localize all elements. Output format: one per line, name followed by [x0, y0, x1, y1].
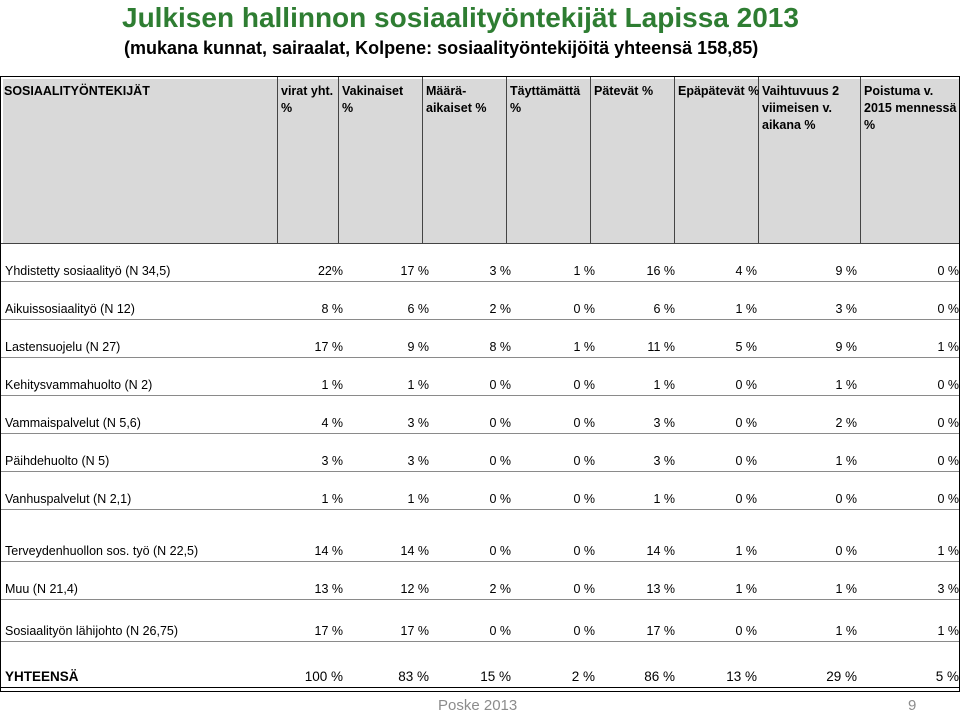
table-cell: 1 %	[321, 492, 343, 506]
row-divider	[1, 687, 959, 688]
table-cell: 2 %	[489, 582, 511, 596]
data-table	[0, 76, 960, 692]
table-cell: 0 %	[937, 264, 959, 278]
table-cell: 3 %	[407, 416, 429, 430]
table-cell: 1 %	[407, 492, 429, 506]
table-cell: 15 %	[480, 669, 511, 684]
table-cell: 1 %	[835, 454, 857, 468]
row-label: Kehitysvammahuolto (N 2)	[5, 378, 153, 392]
table-cell: 1 %	[735, 544, 757, 558]
column-header-virat: virat yht. %	[281, 84, 334, 115]
table-cell: 14 %	[314, 544, 343, 558]
column-header-vaihtuvuus: Vaihtuvuus 2 viimeisen v. aikana %	[762, 84, 840, 132]
table-cell: 13 %	[314, 582, 343, 596]
header-divider	[506, 77, 507, 243]
table-cell: 22%	[317, 264, 343, 278]
table-cell: 0 %	[937, 416, 959, 430]
table-cell: 0 %	[489, 544, 511, 558]
table-cell: 4 %	[735, 264, 757, 278]
table-cell: 0 %	[735, 416, 757, 430]
table-cell: 17 %	[646, 624, 675, 638]
table-cell: 1 %	[835, 624, 857, 638]
table-cell: 0 %	[489, 492, 511, 506]
row-label: Vanhuspalvelut (N 2,1)	[5, 492, 132, 506]
total-label: YHTEENSÄ	[5, 669, 79, 684]
table-cell: 1 %	[835, 378, 857, 392]
table-cell: 1 %	[321, 378, 343, 392]
row-divider	[1, 357, 959, 358]
table-row	[1, 489, 959, 509]
table-cell: 13 %	[646, 582, 675, 596]
page-title: Julkisen hallinnon sosiaalityöntekijät Lapissa 2013	[122, 2, 799, 33]
table-cell: 0 %	[573, 454, 595, 468]
table-cell: 0 %	[835, 544, 857, 558]
table-cell: 6 %	[653, 302, 675, 316]
table-cell: 13 %	[726, 669, 757, 684]
footer-text: Poske 2013	[438, 697, 518, 714]
row-divider	[1, 281, 959, 282]
table-cell: 3 %	[653, 416, 675, 430]
table-row	[1, 451, 959, 471]
table-row	[1, 579, 959, 599]
header-divider	[860, 77, 861, 243]
table-cell: 9 %	[407, 340, 429, 354]
table-cell: 0 %	[573, 624, 595, 638]
table-cell: 11 %	[647, 340, 675, 354]
table-cell: 1 %	[573, 264, 595, 278]
table-cell: 1 %	[573, 340, 595, 354]
table-cell: 0 %	[937, 492, 959, 506]
table-cell: 1 %	[653, 492, 675, 506]
table-cell: 2 %	[571, 669, 595, 684]
table-row	[1, 337, 959, 357]
table-cell: 0 %	[489, 624, 511, 638]
row-divider	[1, 641, 959, 642]
table-cell: 3 %	[835, 302, 857, 316]
table-cell: 0 %	[735, 378, 757, 392]
table-cell: 14 %	[400, 544, 429, 558]
table-cell: 0 %	[573, 492, 595, 506]
table-row	[1, 413, 959, 433]
row-label: Sosiaalityön lähijohto (N 26,75)	[5, 624, 179, 638]
column-header-vakinaiset: Vakinaiset %	[342, 84, 404, 115]
row-label: Terveydenhuollon sos. työ (N 22,5)	[5, 544, 199, 558]
table-cell: 86 %	[644, 669, 675, 684]
row-divider	[1, 599, 959, 600]
table-cell: 0 %	[937, 302, 959, 316]
table-cell: 0 %	[573, 582, 595, 596]
table-cell: 0 %	[573, 302, 595, 316]
header-bottom-border	[1, 243, 959, 244]
table-cell: 8 %	[321, 302, 343, 316]
table-row	[1, 621, 959, 641]
table-cell: 14 %	[646, 544, 675, 558]
row-label: Lastensuojelu (N 27)	[5, 340, 121, 354]
table-row	[1, 299, 959, 319]
row-divider	[1, 433, 959, 434]
row-divider	[1, 395, 959, 396]
header-divider	[590, 77, 591, 243]
table-cell: 0 %	[735, 492, 757, 506]
table-cell: 1 %	[937, 544, 959, 558]
table-cell: 0 %	[937, 454, 959, 468]
header-divider	[422, 77, 423, 243]
table-cell: 0 %	[573, 416, 595, 430]
table-cell: 29 %	[826, 669, 857, 684]
column-header-name: SOSIAALITYÖNTEKIJÄT	[4, 84, 150, 98]
header-divider	[277, 77, 278, 243]
column-header-tayttamatta: Täyttämättä %	[510, 84, 581, 115]
table-cell: 0 %	[735, 624, 757, 638]
table-cell: 1 %	[937, 340, 959, 354]
column-header-poistuma: Poistuma v. 2015 mennessä %	[864, 84, 957, 132]
table-cell: 0 %	[573, 378, 595, 392]
table-cell: 3 %	[321, 454, 343, 468]
page-number: 9	[908, 697, 917, 714]
table-cell: 1 %	[835, 582, 857, 596]
row-divider	[1, 319, 959, 320]
table-cell: 0 %	[489, 378, 511, 392]
table-cell: 100 %	[304, 669, 343, 684]
header-divider	[758, 77, 759, 243]
table-cell: 17 %	[314, 624, 343, 638]
row-label: Aikuissosiaalityö (N 12)	[5, 302, 135, 316]
row-label: Vammaispalvelut (N 5,6)	[5, 416, 141, 430]
table-cell: 5 %	[735, 340, 757, 354]
row-label: Muu (N 21,4)	[5, 582, 78, 596]
table-cell: 17 %	[314, 340, 343, 354]
table-cell: 17 %	[400, 264, 429, 278]
table-cell: 3 %	[937, 582, 959, 596]
header-divider	[338, 77, 339, 243]
table-cell: 9 %	[835, 264, 857, 278]
table-cell: 17 %	[400, 624, 429, 638]
table-total-row	[1, 667, 959, 687]
table-cell: 8 %	[489, 340, 511, 354]
table-cell: 6 %	[407, 302, 429, 316]
page-subtitle: (mukana kunnat, sairaalat, Kolpene: sosiaalityöntekijöitä yhteensä 158,85)	[124, 38, 759, 58]
table-row	[1, 541, 959, 561]
table-row	[1, 261, 959, 281]
table-cell: 9 %	[835, 340, 857, 354]
table-cell: 3 %	[407, 454, 429, 468]
table-cell: 0 %	[835, 492, 857, 506]
table-cell: 16 %	[646, 264, 675, 278]
table-cell: 0 %	[735, 454, 757, 468]
table-cell: 3 %	[653, 454, 675, 468]
row-label: Päihdehuolto (N 5)	[5, 454, 110, 468]
table-cell: 12 %	[400, 582, 429, 596]
header-divider	[674, 77, 675, 243]
column-header-maaraaikaiset: Määrä- aikaiset %	[426, 84, 487, 115]
table-cell: 0 %	[937, 378, 959, 392]
row-divider	[1, 471, 959, 472]
table-cell: 0 %	[573, 544, 595, 558]
row-label: Yhdistetty sosiaalityö (N 34,5)	[5, 264, 171, 278]
table-cell: 1 %	[937, 624, 959, 638]
table-cell: 1 %	[735, 582, 757, 596]
row-divider	[1, 509, 959, 510]
table-cell: 2 %	[489, 302, 511, 316]
table-cell: 3 %	[489, 264, 511, 278]
table-cell: 83 %	[398, 669, 429, 684]
table-cell: 4 %	[321, 416, 343, 430]
table-cell: 5 %	[935, 669, 959, 684]
table-cell: 1 %	[653, 378, 675, 392]
table-cell: 1 %	[735, 302, 757, 316]
column-header-patevat: Pätevät %	[594, 84, 654, 98]
table-cell: 0 %	[489, 416, 511, 430]
table-cell: 1 %	[407, 378, 429, 392]
table-cell: 0 %	[489, 454, 511, 468]
row-divider	[1, 561, 959, 562]
table-cell: 2 %	[835, 416, 857, 430]
table-row	[1, 375, 959, 395]
column-header-epapatevat: Epäpätevät %	[678, 84, 760, 98]
